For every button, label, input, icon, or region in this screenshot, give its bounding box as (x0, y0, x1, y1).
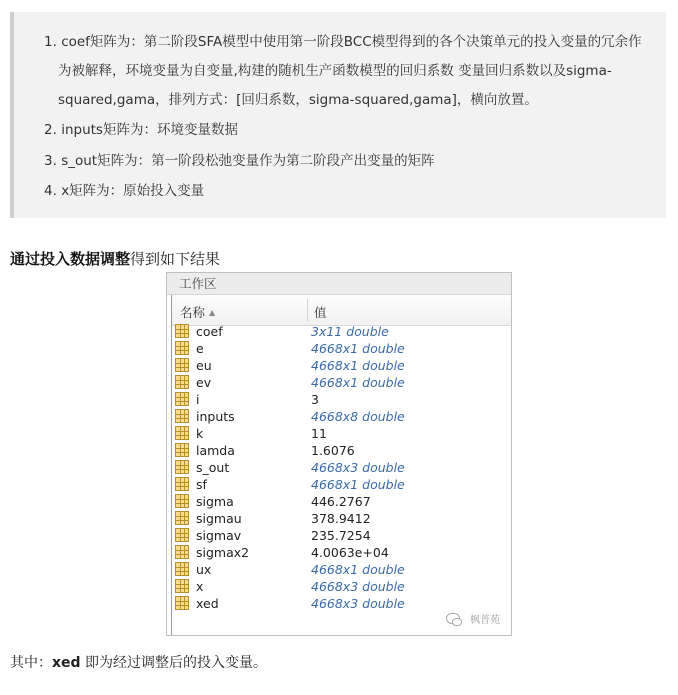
column-header-name-label: 名称 (180, 305, 206, 320)
variable-name: s_out (196, 460, 230, 475)
variable-name: inputs (196, 409, 235, 424)
variable-value: 4668x3 double (311, 579, 405, 594)
workspace-variable-row[interactable] (171, 323, 501, 340)
variable-value: 378.9412 (311, 511, 371, 526)
workspace-variable-row[interactable] (171, 510, 501, 527)
intro-paragraph (10, 249, 220, 269)
column-header-value[interactable]: 值 (314, 305, 327, 320)
workspace-variable-row[interactable] (171, 425, 501, 442)
footer-paragraph (10, 653, 267, 673)
workspace-variable-row[interactable] (171, 493, 501, 510)
workspace-variable-row[interactable] (171, 408, 501, 425)
workspace-header (172, 295, 512, 326)
variable-value: 235.7254 (311, 528, 371, 543)
blockquote (10, 12, 666, 218)
matrix-variable-icon (175, 443, 189, 457)
list-item-3 (44, 152, 435, 170)
list-item-text: coef矩阵为：第二阶段SFA模型中使用第一阶段BCC模型得到的各个决策单元的投入变量的冗余作 (61, 34, 642, 50)
column-header-name[interactable] (180, 303, 215, 321)
list-item-text: x矩阵为：原始投入变量 (61, 183, 205, 199)
workspace-variable-row[interactable] (171, 374, 501, 391)
variable-name: e (196, 341, 204, 356)
workspace-variable-row[interactable] (171, 391, 501, 408)
column-divider[interactable] (307, 299, 308, 321)
matrix-variable-icon (175, 494, 189, 508)
variable-value: 4668x3 double (311, 460, 405, 475)
variable-value: 4668x3 double (311, 596, 405, 611)
matrix-variable-icon (175, 511, 189, 525)
variable-name: coef (196, 324, 223, 339)
footer-prefix: 其中： (10, 655, 52, 671)
matrix-variable-icon (175, 528, 189, 542)
variable-value: 4.0063e+04 (311, 545, 389, 560)
wechat-icon (446, 613, 460, 624)
matrix-variable-icon (175, 426, 189, 440)
variable-name: lamda (196, 443, 235, 458)
workspace-variable-row[interactable] (171, 544, 501, 561)
list-number: 1. (44, 34, 57, 50)
variable-name: ev (196, 375, 212, 390)
matrix-variable-icon (175, 392, 189, 406)
list-item-text: inputs矩阵为：环境变量数据 (61, 122, 238, 138)
variable-name: eu (196, 358, 212, 373)
variable-name: sigmav (196, 528, 242, 543)
list-item-1-line-1 (44, 33, 642, 51)
variable-name: k (196, 426, 204, 441)
variable-name: x (196, 579, 204, 594)
variable-name: sigmax2 (196, 545, 250, 560)
matrix-variable-icon (175, 358, 189, 372)
variable-value: 1.6076 (311, 443, 355, 458)
matrix-variable-icon (175, 562, 189, 576)
variable-value: 4668x1 double (311, 562, 405, 577)
workspace-variable-row[interactable] (171, 340, 501, 357)
variable-value: 4668x1 double (311, 341, 405, 356)
workspace-variable-row[interactable] (171, 561, 501, 578)
workspace-variable-row[interactable] (171, 476, 501, 493)
matrix-variable-icon (175, 409, 189, 423)
list-item-1-line-2: 为被解释，环境变量为自变量,构建的随机生产函数模型的回归系数 变量回归系数以及sigma- (58, 63, 612, 79)
matrix-variable-icon (175, 460, 189, 474)
variable-value: 4668x1 double (311, 477, 405, 492)
workspace-variable-row[interactable] (171, 527, 501, 544)
footer-bold-text: xed (52, 655, 81, 671)
list-number: 2. (44, 122, 57, 138)
matrix-variable-icon (175, 324, 189, 338)
matrix-variable-icon (175, 375, 189, 389)
list-item-1-line-3: squared,gama，排列方式：[回归系数，sigma-squared,gama]，横向放置。 (58, 92, 538, 108)
list-number: 3. (44, 153, 57, 169)
variable-name: sigma (196, 494, 234, 509)
intro-text: 得到如下结果 (130, 250, 221, 268)
workspace-variable-row[interactable] (171, 442, 501, 459)
variable-name: sigmau (196, 511, 242, 526)
workspace-variable-row[interactable] (171, 578, 501, 595)
list-item-2 (44, 121, 238, 139)
variable-value: 446.2767 (311, 494, 371, 509)
list-item-4 (44, 182, 204, 200)
list-number: 4. (44, 183, 57, 199)
variable-name: xed (196, 596, 219, 611)
matrix-variable-icon (175, 596, 189, 610)
variable-name: sf (196, 477, 207, 492)
workspace-variable-row[interactable] (171, 459, 501, 476)
variable-value: 4668x1 double (311, 375, 405, 390)
variable-value: 3x11 double (311, 324, 389, 339)
matrix-variable-icon (175, 341, 189, 355)
matrix-variable-icon (175, 579, 189, 593)
variable-name: ux (196, 562, 212, 577)
watermark (446, 611, 500, 626)
intro-bold-text: 通过投入数据调整 (10, 250, 131, 268)
sort-ascending-icon: ▲ (209, 308, 216, 317)
matrix-variable-icon (175, 545, 189, 559)
workspace-title: 工作区 (167, 273, 511, 295)
workspace-variable-row[interactable] (171, 357, 501, 374)
watermark-text: 枫普苑 (470, 615, 500, 626)
variable-value: 4668x1 double (311, 358, 405, 373)
variable-name: i (196, 392, 200, 407)
list-item-text: s_out矩阵为：第一阶段松弛变量作为第二阶段产出变量的矩阵 (61, 153, 435, 169)
variable-value: 4668x8 double (311, 409, 405, 424)
workspace-variable-row[interactable] (171, 595, 501, 612)
variable-value: 11 (311, 426, 327, 441)
variable-value: 3 (311, 392, 319, 407)
matrix-variable-icon (175, 477, 189, 491)
footer-text: 即为经过调整后的投入变量。 (80, 655, 267, 671)
